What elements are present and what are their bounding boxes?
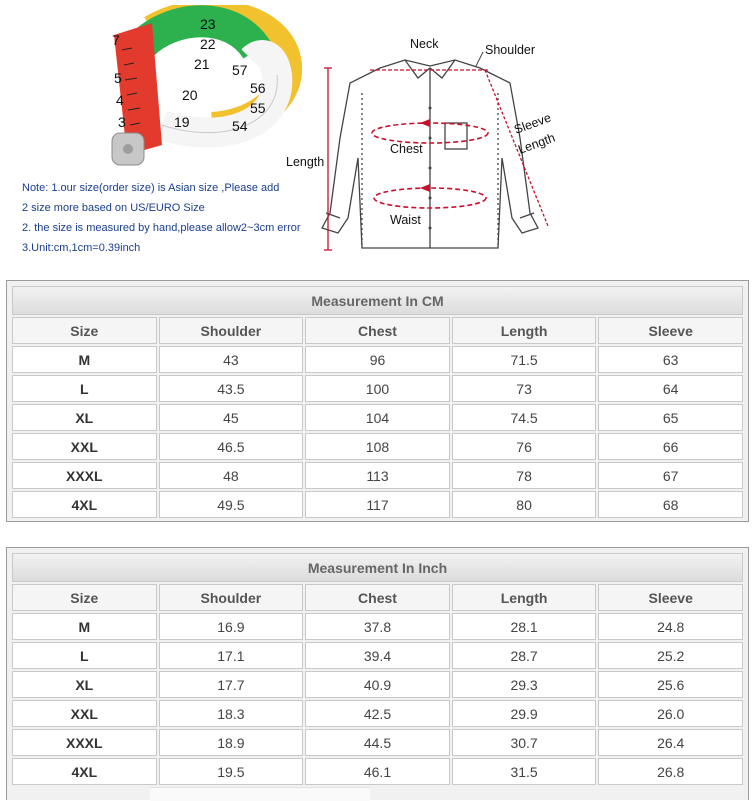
tape-number: 3 — [118, 114, 126, 130]
column-header: Length — [452, 317, 597, 344]
value-cell: 100 — [305, 375, 450, 402]
table-header-row — [12, 317, 743, 344]
value-cell: 26.4 — [598, 729, 743, 756]
size-cell: L — [12, 642, 157, 669]
value-cell: 96 — [305, 346, 450, 373]
measurement-table-cm — [6, 280, 749, 522]
column-header: Size — [12, 317, 157, 344]
value-cell: 104 — [305, 404, 450, 431]
value-cell: 43.5 — [159, 375, 304, 402]
table-row — [12, 375, 743, 402]
column-header: Sleeve — [598, 584, 743, 611]
value-cell: 37.8 — [305, 613, 450, 640]
value-cell: 19.5 — [159, 758, 304, 785]
size-cell: XXXL — [12, 462, 157, 489]
column-header: Chest — [305, 584, 450, 611]
label-length: Length — [286, 155, 325, 169]
value-cell: 26.0 — [598, 700, 743, 727]
table-row — [12, 491, 743, 518]
tape-number: 20 — [182, 87, 198, 103]
tape-number: 4 — [116, 92, 124, 108]
value-cell: 71.5 — [452, 346, 597, 373]
table-row — [12, 433, 743, 460]
tape-number: 22 — [200, 36, 216, 52]
value-cell: 28.7 — [452, 642, 597, 669]
value-cell: 17.7 — [159, 671, 304, 698]
value-cell: 28.1 — [452, 613, 597, 640]
column-header: Size — [12, 584, 157, 611]
value-cell: 43 — [159, 346, 304, 373]
table-header-row — [12, 584, 743, 611]
value-cell: 63 — [598, 346, 743, 373]
footer-bar — [150, 787, 370, 801]
note-line: 2. the size is measured by hand,please allow2~3cm error — [22, 222, 301, 234]
table-row — [12, 671, 743, 698]
size-cell: 4XL — [12, 491, 157, 518]
label-sleeve-length: Length — [516, 130, 557, 157]
value-cell: 64 — [598, 375, 743, 402]
tape-number: 19 — [174, 114, 190, 130]
table-row — [12, 462, 743, 489]
value-cell: 26.8 — [598, 758, 743, 785]
size-cell: L — [12, 375, 157, 402]
value-cell: 80 — [452, 491, 597, 518]
label-neck: Neck — [410, 37, 439, 51]
value-cell: 16.9 — [159, 613, 304, 640]
column-header: Chest — [305, 317, 450, 344]
value-cell: 76 — [452, 433, 597, 460]
tape-number: 7 — [112, 32, 120, 48]
value-cell: 67 — [598, 462, 743, 489]
size-cell: XXL — [12, 700, 157, 727]
label-waist: Waist — [390, 213, 421, 227]
size-cell: XXL — [12, 433, 157, 460]
table-row — [12, 613, 743, 640]
label-shoulder: Shoulder — [485, 43, 536, 57]
label-sleeve: Sleeve — [512, 110, 553, 137]
value-cell: 73 — [452, 375, 597, 402]
value-cell: 66 — [598, 433, 743, 460]
value-cell: 31.5 — [452, 758, 597, 785]
tape-number: 54 — [232, 118, 248, 134]
value-cell: 49.5 — [159, 491, 304, 518]
value-cell: 68 — [598, 491, 743, 518]
size-cell: XXXL — [12, 729, 157, 756]
tape-number: 21 — [194, 56, 210, 72]
shirt-measurement-diagram — [280, 28, 580, 260]
table-row — [12, 758, 743, 785]
measurement-table-inch — [6, 547, 749, 800]
value-cell: 78 — [452, 462, 597, 489]
value-cell: 40.9 — [305, 671, 450, 698]
value-cell: 18.9 — [159, 729, 304, 756]
tape-number: 23 — [200, 16, 216, 32]
note-line: 3.Unit:cm,1cm=0.39inch — [22, 242, 141, 254]
column-header: Length — [452, 584, 597, 611]
value-cell: 18.3 — [159, 700, 304, 727]
tape-number: 56 — [250, 80, 266, 96]
value-cell: 17.1 — [159, 642, 304, 669]
table-row — [12, 642, 743, 669]
table-title: Measurement In CM — [12, 286, 743, 315]
size-cell: 4XL — [12, 758, 157, 785]
value-cell: 113 — [305, 462, 450, 489]
value-cell: 65 — [598, 404, 743, 431]
value-cell: 25.2 — [598, 642, 743, 669]
value-cell: 24.8 — [598, 613, 743, 640]
table-row — [12, 729, 743, 756]
size-notes — [22, 178, 322, 258]
tape-number: 55 — [250, 100, 266, 116]
value-cell: 30.7 — [452, 729, 597, 756]
tape-number: 57 — [232, 62, 248, 78]
value-cell: 46.1 — [305, 758, 450, 785]
value-cell: 29.3 — [452, 671, 597, 698]
size-cell: M — [12, 346, 157, 373]
tape-number: 5 — [114, 70, 122, 86]
size-cell: XL — [12, 671, 157, 698]
table-row — [12, 346, 743, 373]
value-cell: 45 — [159, 404, 304, 431]
label-chest: Chest — [390, 142, 423, 156]
column-header: Shoulder — [159, 317, 304, 344]
value-cell: 39.4 — [305, 642, 450, 669]
table-title: Measurement In Inch — [12, 553, 743, 582]
value-cell: 48 — [159, 462, 304, 489]
value-cell: 108 — [305, 433, 450, 460]
measuring-tape-image — [82, 5, 302, 175]
column-header: Sleeve — [598, 317, 743, 344]
column-header: Shoulder — [159, 584, 304, 611]
value-cell: 46.5 — [159, 433, 304, 460]
value-cell: 25.6 — [598, 671, 743, 698]
value-cell: 74.5 — [452, 404, 597, 431]
size-guide-header — [0, 0, 753, 270]
size-cell: M — [12, 613, 157, 640]
value-cell: 42.5 — [305, 700, 450, 727]
table-row — [12, 404, 743, 431]
table-row — [12, 700, 743, 727]
value-cell: 44.5 — [305, 729, 450, 756]
value-cell: 29.9 — [452, 700, 597, 727]
size-cell: XL — [12, 404, 157, 431]
value-cell: 117 — [305, 491, 450, 518]
note-line: Note: 1.our size(order size) is Asian size ,Please add — [22, 182, 280, 194]
note-line: 2 size more based on US/EURO Size — [22, 202, 205, 214]
